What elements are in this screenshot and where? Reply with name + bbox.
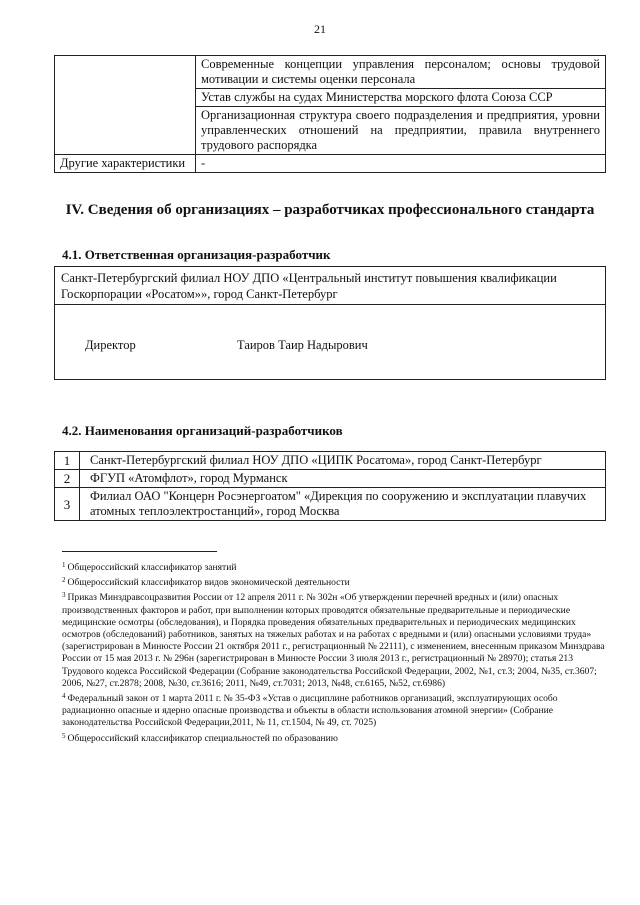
footnote bbox=[62, 730, 608, 745]
table-cell-label: Другие характеристики bbox=[55, 155, 196, 173]
footnote-mark: 5 bbox=[62, 731, 66, 740]
table-cell-text: Современные концепции управления персоналом; основы трудовой мотивации и системы оценки персонала bbox=[196, 56, 606, 89]
table-cell-text: - bbox=[196, 155, 606, 173]
developers-table bbox=[54, 451, 606, 521]
signatory-name: Таиров Таир Надырович bbox=[237, 338, 368, 352]
table-row bbox=[55, 56, 606, 89]
divider bbox=[55, 304, 605, 305]
footnote-text: Приказ Минздравсоцразвития России от 12 апреля 2011 г. № 302н «Об утверждении перечней вредных и (или) опасных производственных факторов и работ, при выполнении которых проводятся обязательные предварительные и периодические медицинские осмотры (обследования), и Порядка проведения обязательных предварительных и периодических медицинских осмотров (обследований) работников, занятых на тяжелых работах и на работах с вредными и (или) опасными условиями труда» (зарегистрирован в Минюсте России 21 октября 2011 г., регистрационный № 22111), с изменением, внесенным приказом Минздрава России от 15 мая 2013 г. № 296н (зарегистрирован в Минюсте России 3 июля 2013 г., регистрационный № 28970); статья 213 Трудового кодекса Российской Федерации (Собрание законодательства Российской Федерации, 2002, №1, ст.3; 2004, №35, ст.3607; 2006, №27, ст.2878; 2008, №30, ст.3616; 2011, №49, ст.7031; 2013, №48, ст.6165, №52, ст.6986) bbox=[62, 592, 605, 689]
footnote-separator bbox=[62, 551, 217, 552]
row-number: 3 bbox=[55, 488, 80, 521]
footnote-mark: 2 bbox=[62, 576, 66, 585]
table-cell-label bbox=[55, 56, 196, 155]
developer-name: Филиал ОАО "Концерн Росэнергоатом" «Дирекция по сооружению и эксплуатации плавучих атомных теплоэлектростанций», город Москва bbox=[80, 488, 606, 521]
row-number: 1 bbox=[55, 452, 80, 470]
table-row bbox=[55, 470, 606, 488]
developer-name: Санкт-Петербургский филиал НОУ ДПО «ЦИПК Росатома», город Санкт-Петербург bbox=[80, 452, 606, 470]
signatory-position: Директор bbox=[85, 338, 136, 352]
table-cell-text: Устав службы на судах Министерства морского флота Союза ССР bbox=[196, 89, 606, 107]
responsible-org-heading: 4.1. Ответственная организация-разработчик bbox=[62, 247, 331, 262]
footnote-text: Федеральный закон от 1 марта 2011 г. № 35-ФЗ «Устав о дисциплине работников организаций, эксплуатирующих особо радиационно опасные и ядерно опасные производства и объекты в области использования атомной энергии» (Собрание законодательства Российской Федерации,2011, № 11, ст.1504, № 49, ст. 7025) bbox=[62, 693, 558, 729]
section-title: IV. Сведения об организациях – разработчиках профессионального стандарта bbox=[65, 202, 595, 218]
footnote-text: Общероссийский классификатор видов экономической деятельности bbox=[67, 577, 350, 589]
developers-heading: 4.2. Наименования организаций-разработчиков bbox=[62, 423, 343, 438]
footnote-mark: 1 bbox=[62, 561, 66, 569]
footnote bbox=[62, 690, 608, 730]
footnote-mark: 3 bbox=[62, 591, 66, 600]
footnotes bbox=[62, 559, 608, 745]
table-row bbox=[55, 452, 606, 470]
page-number: 21 bbox=[314, 22, 326, 36]
footnote bbox=[62, 589, 608, 690]
developer-name: ФГУП «Атомфлот», город Мурманск bbox=[80, 470, 606, 488]
table-row bbox=[55, 155, 606, 173]
responsible-org-name: Санкт-Петербургский филиал НОУ ДПО «Центральный институт повышения квалификации Госкорпорации «Росатом»», город Санкт-Петербург bbox=[61, 271, 557, 301]
table-cell-text: Организационная структура своего подразделения и предприятия, уровни управленческих отношений на предприятии, правила внутреннего трудового распорядка bbox=[196, 107, 606, 155]
requirements-table bbox=[54, 55, 606, 173]
footnote bbox=[62, 559, 608, 574]
row-number: 2 bbox=[55, 470, 80, 488]
footnote-text: Общероссийский классификатор занятий bbox=[67, 562, 237, 573]
footnote-mark: 4 bbox=[62, 692, 66, 701]
table-row bbox=[55, 488, 606, 521]
footnote bbox=[62, 574, 608, 589]
responsible-org-box bbox=[54, 266, 606, 380]
footnote-text: Общероссийский классификатор специальностей по образованию bbox=[67, 732, 338, 744]
